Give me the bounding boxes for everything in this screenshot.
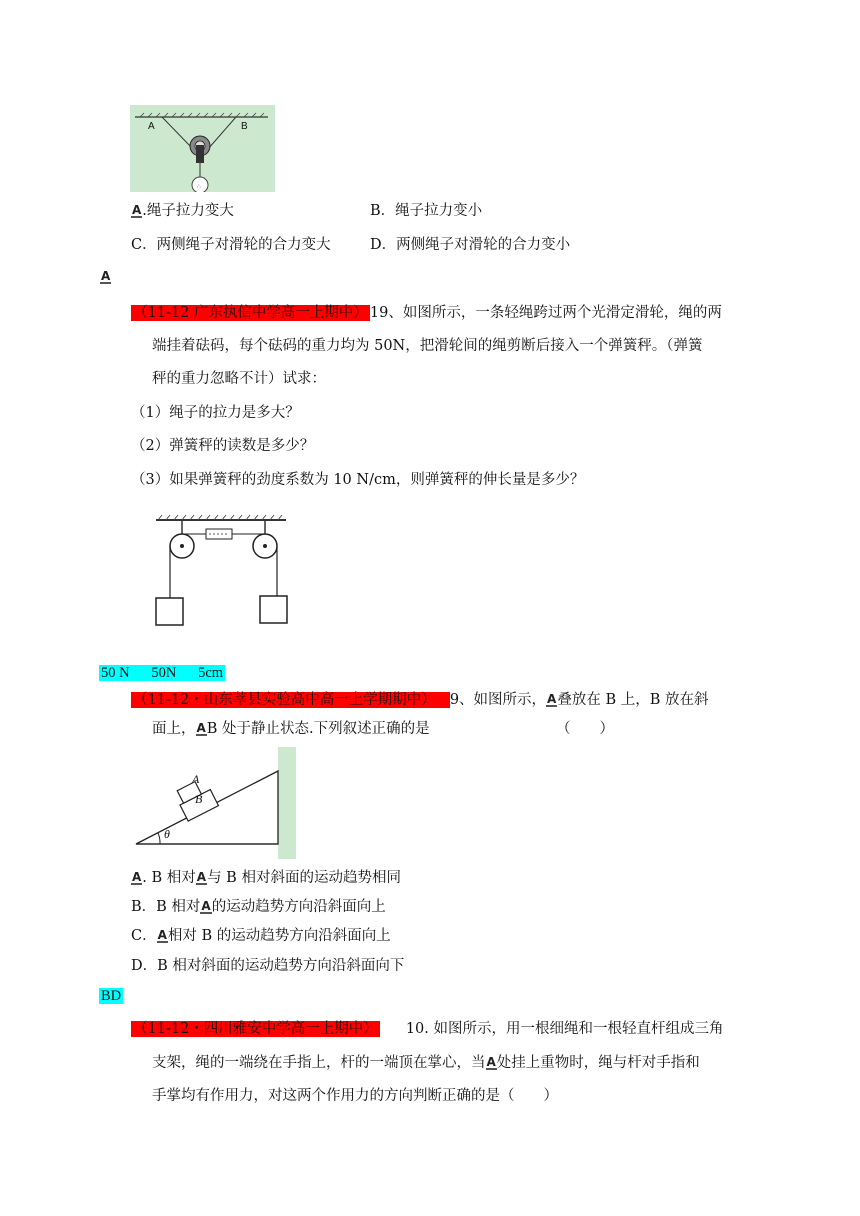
q19-line3: 秤的重力忽略不计）试求： [152,371,326,387]
q19-sub2: （2）弹簧秤的读数是多少？ [131,438,315,454]
q9-option-c-t3: 相对 B 的运动趋势方向沿斜面向上 [167,928,391,944]
q10-line1 [131,1019,723,1039]
pulley-figure [130,105,275,192]
q9-text2-rest: B 处于静止状态.下列叙述正确的是 [206,721,430,737]
q9-option-a [131,868,401,888]
q9-option-c [131,926,391,946]
q19-sub3: （3）如果弹簧秤的劲度系数为 10 N/cm，则弹簧秤的伸长量是多少？ [131,472,585,488]
prev-option-c: C．两侧绳子对滑轮的合力变大 [131,237,331,253]
q9-option-a-t2: A [196,870,207,884]
q9-answer [99,986,123,1006]
option-a-letter: A [132,203,142,217]
q9-option-b-t3: 的运动趋势方向沿斜面向上 [211,899,386,915]
q9-option-b-t1: B．B 相对 [131,899,201,915]
incline-label-a: A [192,772,200,786]
q10-line3: 手掌均有作用力，对这两个作用力的方向判断正确的是（ ） [152,1088,558,1104]
q9-text2-a: A [196,721,206,735]
prev-option-a-text: .绳子拉力变大 [142,203,234,219]
q19-line1 [131,303,722,323]
pulley-figure-drawing [130,105,275,192]
q10-source: （11-12・四川雅安中学高一上期中） [133,1021,378,1037]
q9-option-d: D．B 相对斜面的运动趋势方向沿斜面向下 [131,958,405,974]
q10-text2-rest: 处挂上重物时，绳与杆对手指和 [496,1055,700,1071]
incline-label-theta: θ [164,827,170,841]
q9-line2 [152,719,430,739]
q9-option-b-t2: A [201,899,211,913]
q9-source: （11-12・山东莘县实验高中高一上学期期中） [131,692,450,708]
q9-answer-text: BD [101,988,122,1004]
pulley-label-a: A [148,121,155,132]
q19-answer-text: 50 N 50N 5cm [101,665,224,681]
prev-option-a [131,201,234,221]
q10-text2-a: A [486,1055,496,1069]
q19-answer [99,663,225,683]
q9-option-a-letter: A [132,870,142,884]
q9-text1: 9、如图所示， [449,692,547,708]
q9-option-c-t2: A [157,928,167,942]
q19-source: （11-12 广东执信中学高一上期中） [133,305,368,321]
incline-figure [130,747,296,859]
q9-option-b [131,897,386,917]
q9-text2-pre: 面上， [152,721,196,737]
prev-option-d: D．两侧绳子对滑轮的合力变小 [370,237,571,253]
spring-scale-drawing [128,508,308,638]
q19-text1: 19、如图所示，一条轻绳跨过两个光滑定滑轮，绳的两 [369,305,722,321]
q10-line2 [152,1053,700,1073]
prev-answer-letter: A [101,269,111,283]
prev-option-b: B．绳子拉力变小 [370,203,483,219]
q9-text1-a: A [547,692,557,706]
svg-text:∴: ∴ [197,184,201,190]
q19-sub1: （1）绳子的拉力是多大？ [131,405,300,421]
q9-option-c-t1: C． [131,928,157,944]
q9-option-a-t1: . B 相对 [142,870,196,886]
q10-text2-pre: 支架，绳的一端绕在手指上，杆的一端顶在掌心，当 [152,1055,486,1071]
q9-line1 [131,690,708,710]
incline-label-b: B [195,792,203,806]
spring-scale-figure [128,508,308,638]
pulley-label-b: B [241,121,248,132]
prev-answer [100,267,111,287]
q9-option-a-t3: 与 B 相对斜面的运动趋势相同 [207,870,401,886]
q9-blank: （ ） [556,721,614,737]
incline-drawing [130,747,296,859]
q9-text1-rest: 叠放在 B 上，B 放在斜 [557,692,709,708]
q10-text1: 10. 如图所示，用一根细绳和一根轻直杆组成三角 [405,1021,724,1037]
q19-line2: 端挂着砝码，每个砝码的重力均为 50N，把滑轮间的绳剪断后接入一个弹簧秤。（弹簧 [152,338,703,354]
